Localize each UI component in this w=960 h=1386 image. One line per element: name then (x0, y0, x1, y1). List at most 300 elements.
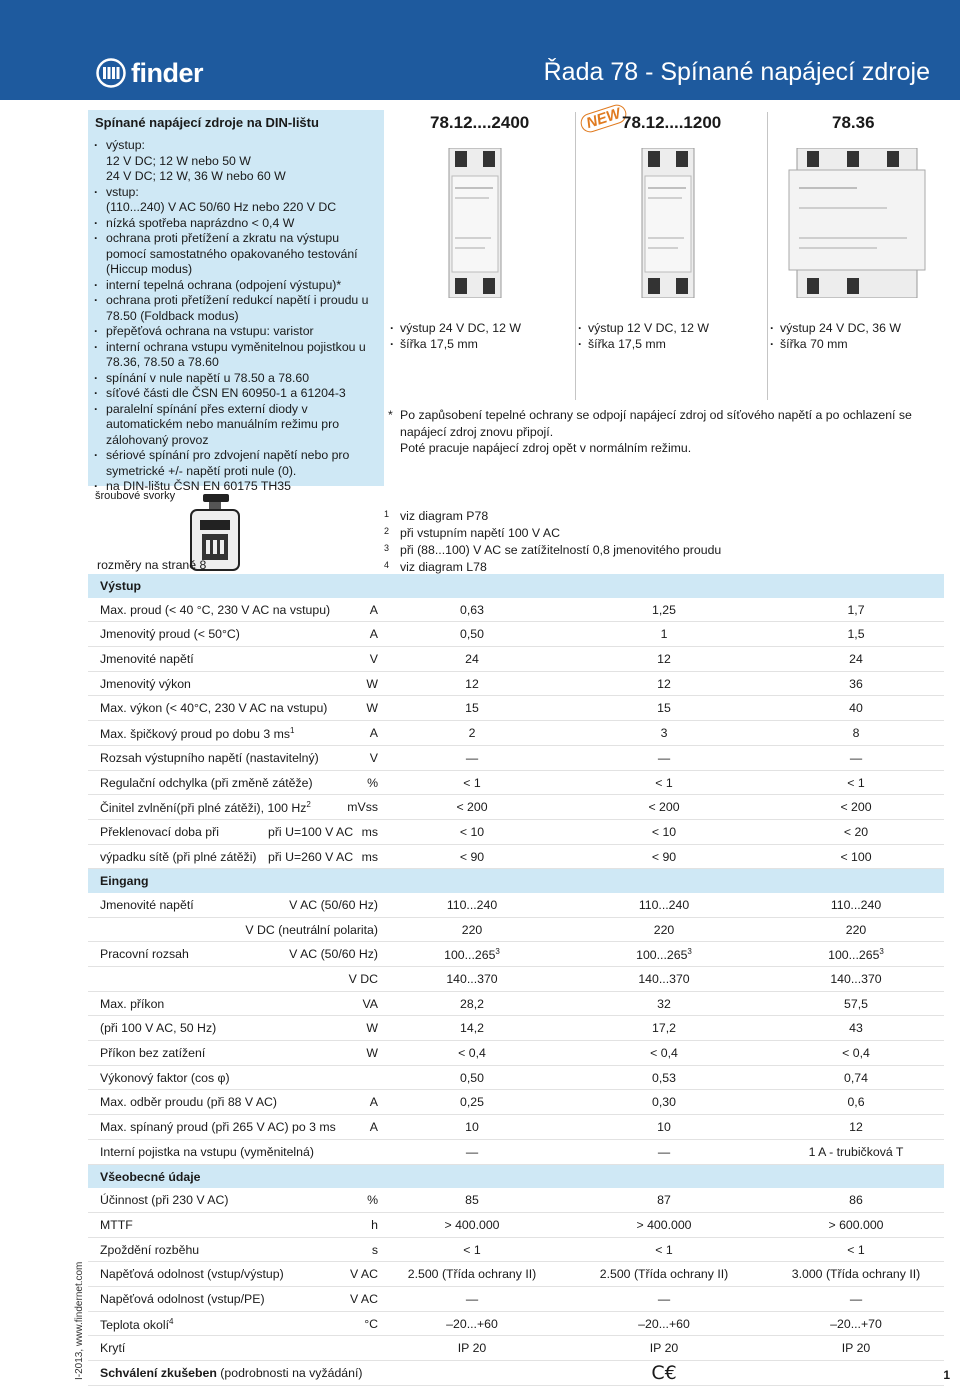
row-unit: V DC (348, 972, 378, 986)
row-unit: V AC (50/60 Hz) (289, 947, 378, 962)
row-value (402, 701, 542, 715)
row-label: Max. příkon (100, 996, 165, 1011)
value-text: < 200 (840, 800, 872, 815)
row-unit: °C (364, 1316, 378, 1331)
row-unit: V (369, 652, 378, 667)
row-label: Interní pojistka na vstupu (vyměnitelná) (100, 1144, 314, 1159)
row-value (402, 1218, 542, 1232)
table-row (88, 918, 944, 943)
row-label: Max. výkon (< 40°C, 230 V AC na vstupu) (100, 701, 328, 716)
value-text: < 0,4 (842, 1046, 870, 1061)
row-label: (při 100 V AC, 50 Hz) (100, 1021, 217, 1036)
row-label: Výkonový faktor (cos φ) (100, 1070, 230, 1085)
footnote-number: 4 (384, 560, 390, 570)
row-value (786, 1193, 926, 1207)
feature-item: · paralelní spínání přes externí diody v automatickém nebo manuálním režimu pro zálohovaný provoz (94, 402, 382, 449)
value-text: 110...240 (830, 897, 882, 912)
feature-item: · sériové spínání pro zdvojení napětí nebo pro symetrické +/- napětí proti nule (0). (94, 448, 382, 479)
row-value (402, 1071, 542, 1085)
row-label: Jmenovité napětí (100, 652, 194, 667)
table-row (88, 598, 944, 623)
value-text: 14,2 (460, 1021, 484, 1036)
value-text: 3 (660, 726, 668, 741)
row-unit: V AC (349, 1291, 378, 1306)
row-value (594, 923, 734, 937)
feature-item: · výstup: 12 V DC; 12 W nebo 50 W 24 V DC; 12 W, 36 W nebo 60 W (94, 138, 382, 185)
value-text: 86 (849, 1193, 863, 1208)
table-row (88, 1140, 944, 1165)
row-value (594, 603, 734, 617)
row-label: Max. odběr proudu (při 88 V AC) (100, 1095, 278, 1110)
value-text: 2 (468, 726, 476, 741)
table-row (88, 1115, 944, 1140)
product-spec: · výstup 24 V DC, 36 W (770, 320, 950, 336)
footnote-text: při vstupním napětí 100 V AC (400, 526, 560, 540)
value-text: < 100 (840, 849, 872, 864)
approval-label-bold: Schválení zkušeben (100, 1366, 217, 1380)
row-value (402, 1120, 542, 1134)
row-value (402, 800, 542, 814)
row-value (786, 1145, 926, 1159)
row-value (786, 1046, 926, 1060)
value-text: < 0,4 (458, 1046, 486, 1061)
product-code-3: 78.36 (832, 113, 875, 132)
footnote-text: viz diagram P78 (400, 509, 489, 523)
table-row (88, 967, 944, 992)
row-value (402, 1341, 542, 1355)
value-text: < 90 (459, 849, 485, 864)
row-value (594, 972, 734, 986)
table-row (88, 1041, 944, 1066)
row-value (402, 627, 542, 641)
row-label: Regulační odchylka (při změně zátěže) (100, 775, 313, 790)
row-value (786, 1317, 926, 1331)
row-value (402, 751, 542, 765)
section-title: Výstup (100, 579, 141, 593)
row-value (402, 1267, 542, 1281)
column-divider (575, 112, 576, 400)
value-text: 1,5 (847, 627, 865, 642)
value-text: IP 20 (841, 1341, 871, 1356)
value-text: 57,5 (844, 996, 868, 1011)
ce-mark-icon: C€ (651, 1362, 677, 1384)
value-text: 15 (657, 701, 671, 716)
value-text: 140...370 (638, 972, 690, 986)
row-value (786, 923, 926, 937)
section-title: Eingang (100, 874, 149, 889)
row-value (594, 1120, 734, 1134)
value-text: — (849, 750, 863, 765)
row-value (402, 898, 542, 912)
value-text: 1,7 (847, 602, 865, 617)
value-text: < 0,4 (650, 1046, 678, 1061)
value-text: 100...265 (828, 948, 880, 963)
value-superscript: 3 (687, 947, 692, 957)
footnote-number: 2 (384, 526, 390, 536)
row-label: Teplota okolí (100, 1317, 170, 1332)
table-row (88, 1090, 944, 1115)
footnote-text: při (88...100) V AC se zatížitelností 0,8 jmenovitého proudu (400, 543, 722, 557)
table-row (88, 1066, 944, 1091)
table-row (88, 721, 944, 746)
table-row (88, 1312, 944, 1337)
features-list (94, 138, 382, 495)
row-label-superscript: 1 (290, 726, 295, 736)
finder-logo-text: finder (131, 57, 204, 88)
row-value (402, 1317, 542, 1331)
row-value (594, 1341, 734, 1355)
footnote (384, 508, 944, 525)
value-text: –20...+60 (446, 1316, 498, 1331)
row-value (594, 1317, 734, 1331)
value-text: < 1 (847, 775, 865, 790)
footnote (384, 525, 944, 542)
thermal-note (384, 407, 944, 457)
row-sublabel: při U=100 V AC (268, 824, 354, 839)
value-text: 17,2 (652, 1021, 676, 1036)
row-value (594, 1267, 734, 1281)
row-value (786, 726, 926, 740)
value-text: < 20 (843, 824, 869, 839)
approval-label-rest: (podrobnosti na vyžádání) (216, 1366, 363, 1380)
value-text: 12 (657, 652, 671, 667)
row-value (786, 1071, 926, 1085)
table-row (88, 845, 944, 870)
row-label-wrap (100, 800, 311, 815)
row-value (786, 603, 926, 617)
feature-item: · ochrana proti přetížení a zkratu na výstupu pomocí samostatného opakovaného testování (Hiccup modus) (94, 231, 382, 278)
row-label: Činitel zvlnění(při plné zátěži), 100 Hz (100, 801, 307, 816)
table-row (88, 893, 944, 918)
product-specs-1 (390, 320, 570, 352)
value-text: 10 (465, 1120, 479, 1135)
row-value (594, 997, 734, 1011)
value-text: –20...+70 (830, 1316, 882, 1331)
value-text: < 10 (459, 824, 485, 839)
value-text: — (465, 1291, 479, 1306)
value-text: 110...240 (638, 897, 690, 912)
value-text: 110...240 (446, 897, 498, 912)
row-label: Napěťová odolnost (vstup/PE) (100, 1291, 265, 1306)
row-value (594, 825, 734, 839)
row-value (786, 701, 926, 715)
value-text: 2.500 (Třída ochrany II) (407, 1267, 537, 1282)
row-unit: mVss (347, 800, 378, 815)
product-code-1: 78.12....2400 (430, 113, 530, 132)
value-text: < 200 (456, 800, 488, 815)
row-value (786, 972, 926, 986)
value-superscript: 3 (879, 947, 884, 957)
row-value (402, 825, 542, 839)
finder-logo (96, 57, 203, 89)
value-text: 12 (657, 676, 671, 691)
value-text: 1,25 (652, 602, 676, 617)
row-unit: h (371, 1217, 378, 1232)
row-label: Max. špičkový proud po dobu 3 ms (100, 727, 291, 742)
value-text: 15 (465, 701, 479, 716)
table-row (88, 820, 944, 845)
approval-label (100, 1366, 362, 1380)
value-text: — (657, 1291, 671, 1306)
row-unit: % (367, 775, 378, 790)
page-number: 1 (943, 1368, 950, 1382)
row-value (786, 1292, 926, 1306)
product-image-78-12-1200 (638, 148, 698, 298)
row-label: Zpoždění rozběhu (100, 1242, 200, 1257)
row-value (786, 652, 926, 666)
feature-item: · nízká spotřeba naprázdno < 0,4 W (94, 216, 382, 232)
table-row (88, 1213, 944, 1238)
row-value (594, 1145, 734, 1159)
row-label: Krytí (100, 1341, 126, 1356)
row-unit: A (369, 627, 378, 642)
row-unit: A (369, 1095, 378, 1110)
row-unit: % (367, 1193, 378, 1208)
row-unit: W (366, 1021, 378, 1036)
value-text: 8 (852, 726, 860, 741)
value-text: 220 (461, 922, 483, 937)
row-label: Max. spínaný proud (při 265 V AC) po 3 ms (100, 1120, 336, 1135)
row-value (594, 800, 734, 814)
value-text: — (465, 750, 479, 765)
value-text: 0,25 (460, 1095, 484, 1110)
table-row (88, 942, 944, 967)
table-row (88, 622, 944, 647)
value-text: 1 (660, 627, 668, 642)
value-text: 140...370 (446, 972, 498, 986)
row-unit: A (369, 726, 378, 741)
product-image-78-12-2400 (445, 148, 505, 298)
note-text: Po zapůsobení tepelné ochrany se odpojí napájecí zdroj od síťového napětí a po ochlazení se napájecí zdroj znovu připojí. Poté pracuje napájecí zdroj opět v normálním režimu. (400, 408, 912, 455)
value-text: 0,30 (652, 1095, 676, 1110)
row-value (402, 1193, 542, 1207)
row-value (786, 997, 926, 1011)
row-unit: V DC (neutrální polarita) (245, 922, 378, 937)
row-value (594, 850, 734, 864)
value-text: 36 (849, 676, 863, 691)
row-label-superscript: 2 (306, 800, 311, 810)
features-title: Spínané napájecí zdroje na DIN-lištu (95, 115, 319, 130)
value-text: 3.000 (Třída ochrany II) (791, 1267, 921, 1282)
column-divider (767, 112, 768, 400)
row-label: Pracovní rozsah (100, 947, 189, 962)
value-text: 10 (657, 1120, 671, 1135)
page-title: Řada 78 - Spínané napájecí zdroje (543, 58, 930, 86)
value-text: < 90 (651, 849, 677, 864)
row-value (402, 850, 542, 864)
feature-item: · spínání v nule napětí u 78.50 a 78.60 (94, 371, 382, 387)
dimensions-note: rozměry na straně 8 (97, 558, 207, 572)
value-text: 0,50 (460, 627, 484, 642)
new-badge: NEW (578, 102, 629, 135)
value-text: 24 (849, 652, 863, 667)
row-label: Jmenovité napětí (100, 897, 194, 912)
row-label-wrap (100, 726, 294, 741)
row-value (594, 1046, 734, 1060)
row-value (402, 776, 542, 790)
section-header (88, 574, 944, 598)
value-text: 100...265 (636, 948, 688, 963)
value-text: 32 (657, 996, 671, 1011)
row-value (402, 652, 542, 666)
row-value (594, 1071, 734, 1085)
row-value (786, 1341, 926, 1355)
row-value (594, 776, 734, 790)
row-value (594, 947, 734, 962)
row-unit: W (366, 1046, 378, 1061)
row-unit: ms (361, 849, 378, 864)
value-text: 24 (465, 652, 479, 667)
terminals-label: šroubové svorky (95, 490, 176, 502)
row-label: Napěťová odolnost (vstup/výstup) (100, 1267, 284, 1282)
row-value (402, 726, 542, 740)
value-text: > 400.000 (444, 1217, 500, 1232)
row-label: Max. proud (< 40 °C, 230 V AC na vstupu) (100, 602, 331, 617)
feature-item: · interní tepelná ochrana (odpojení výstupu)* (94, 278, 382, 294)
row-label-superscript: 4 (169, 1316, 174, 1326)
value-text: 85 (465, 1193, 479, 1208)
row-value (402, 677, 542, 691)
row-unit: W (366, 676, 378, 691)
row-value (402, 972, 542, 986)
table-row (88, 771, 944, 796)
feature-item: · vstup: (110...240) V AC 50/60 Hz nebo 220 V DC (94, 185, 382, 216)
row-value (402, 1021, 542, 1035)
footnotes (384, 508, 944, 576)
section-title: Všeobecné údaje (100, 1169, 201, 1184)
value-text: 12 (465, 676, 479, 691)
feature-item: · na DIN-lištu ČSN EN 60175 TH35 (94, 479, 382, 495)
row-value (594, 1292, 734, 1306)
side-copyright: I-2013, www.findernet.com (74, 1261, 85, 1380)
row-value (786, 825, 926, 839)
value-text: < 1 (847, 1242, 865, 1257)
row-value (594, 898, 734, 912)
value-superscript: 3 (495, 947, 500, 957)
table-row (88, 1238, 944, 1263)
table-row (88, 647, 944, 672)
row-value (786, 1021, 926, 1035)
row-label: MTTF (100, 1217, 133, 1232)
row-value (786, 898, 926, 912)
product-spec: · výstup 24 V DC, 12 W (390, 320, 570, 336)
table-row (88, 795, 944, 820)
feature-item: · interní ochrana vstupu vyměnitelnou pojistkou u 78.36, 78.50 a 78.60 (94, 340, 382, 371)
value-text: IP 20 (649, 1341, 679, 1356)
row-value (594, 1193, 734, 1207)
value-text: 0,63 (460, 602, 484, 617)
table-row (88, 1287, 944, 1312)
row-value (786, 1218, 926, 1232)
spec-table (88, 574, 944, 1386)
row-label: výpadku sítě (při plné zátěži) (100, 849, 257, 864)
value-text: — (657, 1144, 671, 1159)
row-label: Účinnost (při 230 V AC) (100, 1193, 229, 1208)
row-value (594, 677, 734, 691)
row-value (402, 947, 542, 962)
row-value (402, 1095, 542, 1109)
product-spec: · výstup 12 V DC, 12 W (578, 320, 763, 336)
value-text: < 1 (463, 775, 481, 790)
row-value (594, 751, 734, 765)
row-value (594, 1095, 734, 1109)
table-row (88, 1262, 944, 1287)
row-value (786, 1120, 926, 1134)
row-value (786, 1095, 926, 1109)
value-text: < 10 (651, 824, 677, 839)
table-row (88, 992, 944, 1017)
section-header (88, 1165, 944, 1189)
section-header (88, 869, 944, 893)
value-text: 28,2 (460, 996, 484, 1011)
value-text: 0,53 (652, 1070, 676, 1085)
row-sublabel: při U=260 V AC (268, 849, 354, 864)
row-value (594, 652, 734, 666)
row-value (402, 1243, 542, 1257)
value-text: 87 (657, 1193, 671, 1208)
row-unit: VA (362, 996, 378, 1011)
value-text: 0,50 (460, 1070, 484, 1085)
footnote-number: 3 (384, 543, 390, 553)
row-value (402, 1046, 542, 1060)
row-label: Překlenovací doba při (100, 824, 219, 839)
value-text: 0,74 (844, 1070, 868, 1085)
footnote-text: viz diagram L78 (400, 560, 487, 574)
row-value (786, 776, 926, 790)
product-spec: · šířka 70 mm (770, 336, 950, 352)
value-text: 40 (849, 701, 863, 716)
row-value (786, 677, 926, 691)
table-row (88, 672, 944, 697)
value-text: — (465, 1144, 479, 1159)
value-text: 12 (849, 1120, 863, 1135)
row-value (786, 947, 926, 962)
row-value (402, 603, 542, 617)
row-value (786, 627, 926, 641)
row-label: Rozsah výstupního napětí (nastavitelný) (100, 750, 319, 765)
value-text: 140...370 (830, 972, 882, 986)
row-value (594, 726, 734, 740)
value-text: > 400.000 (636, 1217, 692, 1232)
row-label: Jmenovitý proud (< 50°C) (100, 627, 240, 642)
value-text: –20...+60 (638, 1316, 690, 1331)
product-spec: · šířka 17,5 mm (578, 336, 763, 352)
value-text: 1 A - trubičková T (808, 1144, 904, 1159)
footnote-number: 1 (384, 509, 390, 519)
row-value (594, 1218, 734, 1232)
value-text: 0,6 (847, 1095, 865, 1110)
value-text: 220 (653, 922, 675, 937)
feature-item: · přepěťová ochrana na vstupu: varistor (94, 324, 382, 340)
row-label: Jmenovitý výkon (100, 676, 191, 691)
row-unit: W (366, 701, 378, 716)
value-text: < 200 (648, 800, 680, 815)
row-unit: A (369, 602, 378, 617)
row-value (786, 1243, 926, 1257)
row-value (402, 1145, 542, 1159)
value-text: < 1 (463, 1242, 481, 1257)
row-label: Příkon bez zatížení (100, 1046, 206, 1061)
value-text: IP 20 (457, 1341, 487, 1356)
product-code-2: 78.12....1200 (622, 113, 722, 132)
row-unit: ms (361, 824, 378, 839)
feature-item: · síťové části dle ČSN EN 60950-1 a 61204-3 (94, 386, 382, 402)
row-unit: V AC (50/60 Hz) (289, 897, 378, 912)
row-unit: A (369, 1120, 378, 1135)
value-text: < 1 (655, 1242, 673, 1257)
value-text: < 1 (655, 775, 673, 790)
table-row (88, 696, 944, 721)
